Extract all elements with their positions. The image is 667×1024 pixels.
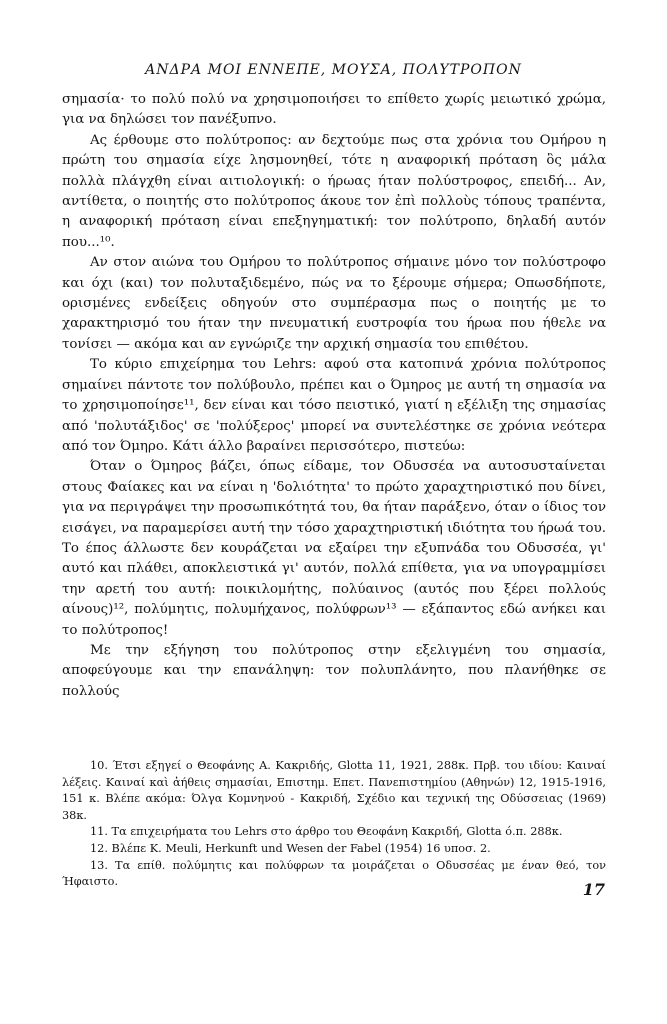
- paragraph-5: Όταν ο Όμηρος βάζει, όπως είδαμε, τον Οδυσσέα να αυτοσυσταίνεται στους Φαίακες και να είναι η 'δολιότητα' το πρώτο χαραχτηριστικό που δίνει, για να περιγράψει την προσωπικότητά του, θα ήταν παράξενο, όταν ο ίδιος τον εισάγει, να παραμερίσει αυτή την τόσο χαραχτηριστική ιδιότητα του ήρωά του. Το έπος άλλωστε δεν κουράζεται να εξαίρει την εξυπνάδα του Οδυσσέα, γι' αυτό και πλάθει, αποκλειστικά γι' αυτόν, πολλά επίθετα, για να υπογραμμίσει την αρετή του αυτή: ποικιλομήτης, πολύαινος (αυτός που ξέρει πολλούς αίνους)¹², πολύμητις, πολυμήχανος, πολύφρων¹³ — εξάπαντος εδώ ανήκει και το πολύτροπος!: [62, 459, 606, 638]
- paragraph-4: Το κύριο επιχείρημα του Lehrs: αφού στα κατοπινά χρόνια πολύτροπος σημαίνει πάντοτε τον πολύβουλο, πρέπει και ο Όμηρος με αυτή τη σημασία να το χρησιμοποίησε¹¹, δεν είναι και τόσο πειστικό, γιατί η εξέλιξη της σημασίας από 'πολυτάξιδος' σε 'πολύξερος' μπορεί να συντελέστηκε σε χρόνια νεότερα από τον Όμηρο. Κάτι άλλο βαραίνει περισσότερο, πιστεύω:: [62, 357, 606, 454]
- footnote-12: 12. Βλέπε K. Meuli, Herkunft und Wesen der Fabel (1954) 16 υποσ. 2.: [90, 841, 491, 855]
- paragraph-2: Ας έρθουμε στο πολύτροπος: αν δεχτούμε πως στα χρόνια του Ομήρου η πρώτη του σημασία είχε λησμονηθεί, τότε η αναφορική πρόταση ὃς μάλα πολλὰ πλάγχθη είναι αιτιολογική: ο ήρωας ήταν πολύστροφος, επειδή... Αν, αντίθετα, ο ποιητής στο πολύτροπος άκουε τον ἐπὶ πολλοὺς τόπους τραπέντα, η αναφορική πρόταση είναι επεξηγηματική: τον πολύτροπο, δηλαδή αυτόν που...¹⁰.: [62, 132, 606, 250]
- footnote-10: 10. Έτσι εξηγεί ο Θεοφάνης Α. Κακριδής, Glotta 11, 1921, 288κ. Πρβ. του ιδίου: Καιναί λέξεις. Καιναί καὶ ἀήθεις σημασίαι, Επιστημ. Επετ. Πανεπιστημίου (Αθηνών) 12, 1915-1916, 151 κ. Βλέπε ακόμα: Όλγα Κομνηνού - Κακριδή, Σχέδιο και τεχνική της Οδύσσειας (1969) 38κ.: [62, 759, 606, 822]
- running-header: ΑΝΔΡΑ ΜΟΙ ΕΝΝΕΠΕ, ΜΟΥΣΑ, ΠΟΛΥΤΡΟΠΟΝ: [145, 62, 522, 78]
- paragraph-3: Αν στον αιώνα του Ομήρου το πολύτροπος σήμαινε μόνο τον πολύστροφο και όχι (και) τον πολυταξιδεμένο, πώς να το ξέρουμε σήμερα; Οπωσδήποτε, ορισμένες ενδείξεις οδηγούν στο συμπέρασμα πως ο ποιητής με το χαρακτηρισμό του ήταν την πνευματική ευστροφία του ήρωα που ήθελε να τονίσει — ακόμα και αν εγνώριζε την αρχική σημασία του επιθέτου.: [62, 255, 606, 352]
- footnote-11: 11. Τα επιχειρήματα του Lehrs στο άρθρο του Θεοφάνη Κακριδή, Glotta ό.π. 288κ.: [90, 825, 563, 839]
- page-number: 17: [582, 880, 605, 899]
- paragraph-6: Με την εξήγηση του πολύτροπος στην εξελιγμένη του σημασία, αποφεύγουμε και την επανάληψη: τον πολυπλάνητο, που πλανήθηκε σε πολλούς: [62, 642, 606, 699]
- footnotes: [62, 758, 606, 891]
- paragraph-1: σημασία· το πολύ πολύ να χρησιμοποιήσει το επίθετο χωρίς μειωτικό χρώμα, για να δηλώσει τον πανέξυπνο.: [62, 92, 606, 128]
- main-text: [62, 90, 606, 702]
- footnote-13: 13. Τα επίθ. πολύμητις και πολύφρων τα μοιράζεται ο Οδυσσέας με έναν θεό, τον Ήφαιστο.: [62, 858, 606, 889]
